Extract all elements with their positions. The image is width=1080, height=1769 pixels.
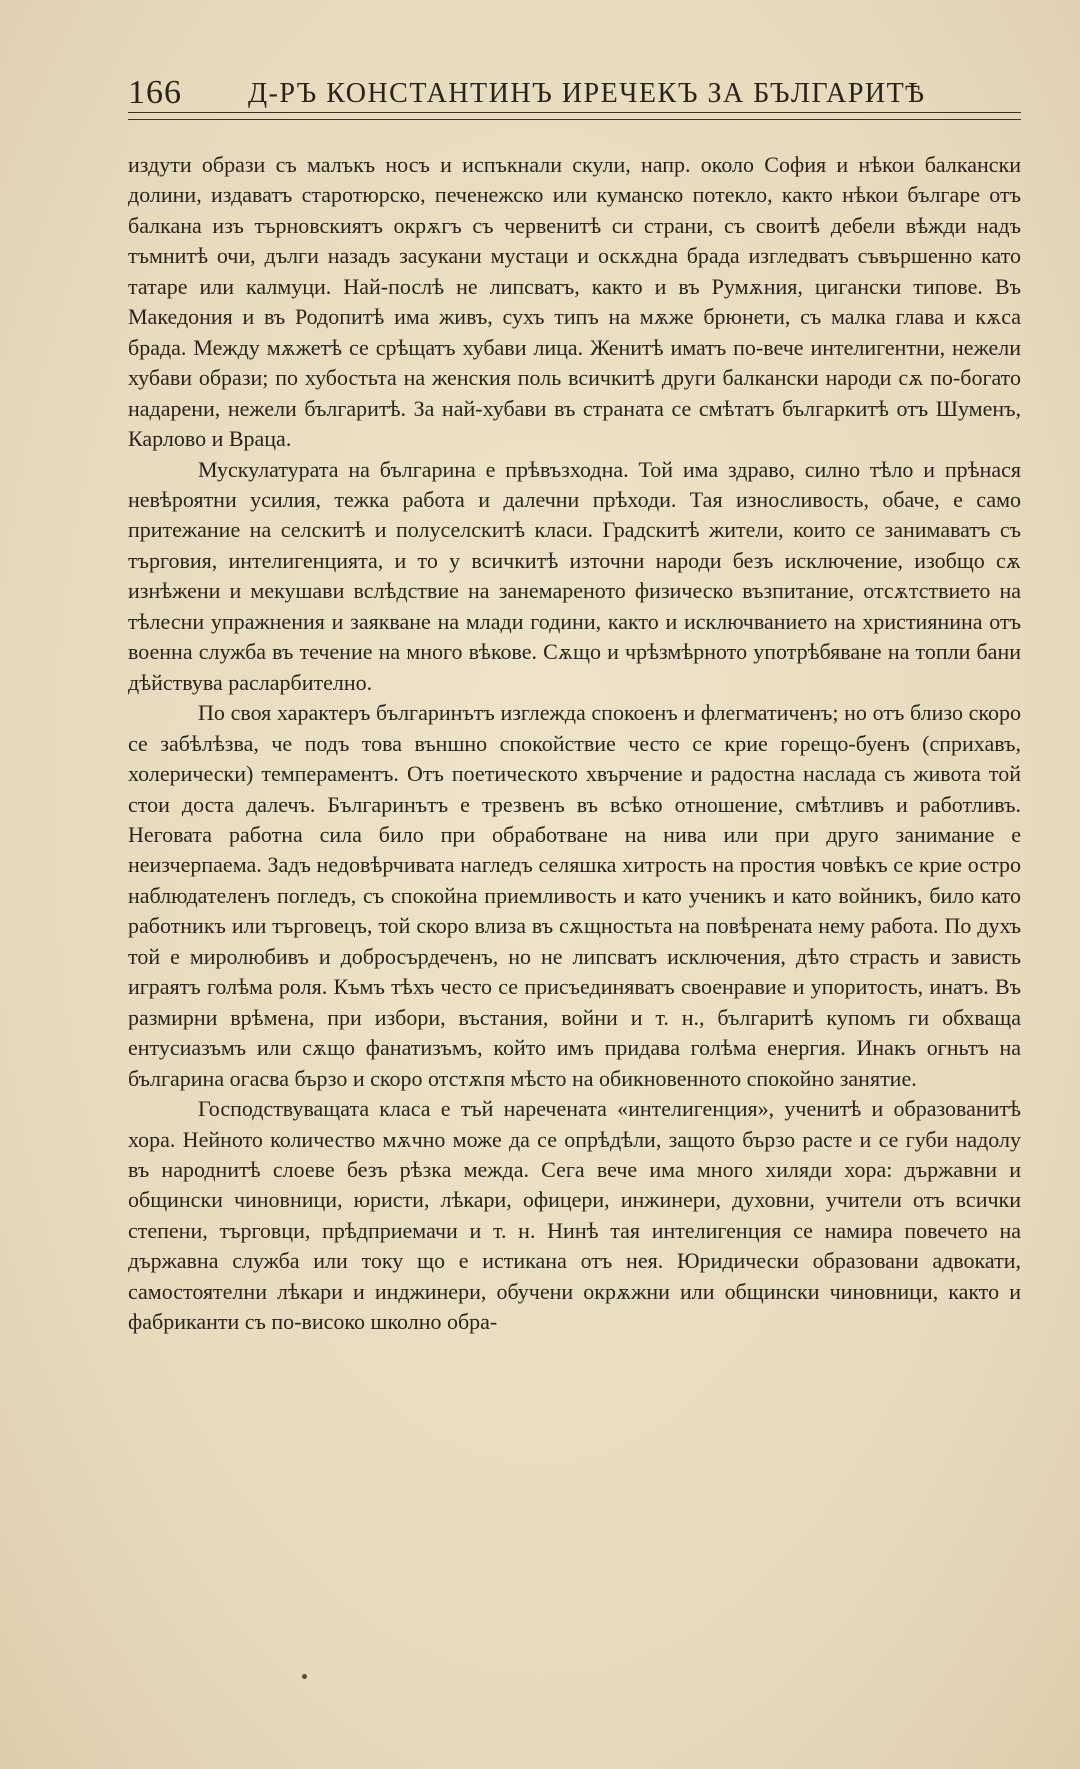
page-number: 166 xyxy=(128,74,182,111)
paragraph: издути образи съ малъкъ носъ и испъкнали скули, напр. около София и нѣкои балкански долини, издаватъ старотюрско, печенежско или куманско потекло, както нѣкои българе отъ балкана изъ търновскиятъ окрѫгъ съ червенитѣ си страни, съ своитѣ дебели вѣжди надъ тъмнитѣ очи, дълги назадъ засукани мустаци и оскѫдна брада изгледватъ съвършенно като татаре или калмуци. Най-послѣ не липсватъ, както и въ Румѫния, цигански типове. Въ Македония и въ Родопитѣ има живъ, сухъ типъ на мѫже брюнети, съ малка глава и кѫса брада. Между мѫжетѣ се срѣщатъ хубави лица. Женитѣ иматъ по-вече интелигентни, нежели хубави образи; по хубостьта на женския поль всичкитѣ други балкански народи сѫ по-богато надарени, нежели българитѣ. За най-хубави въ страната се смѣтатъ българкитѣ отъ Шуменъ, Карлово и Враца. xyxy=(128,152,1021,452)
header-rule-top xyxy=(128,112,1021,113)
header-rule-bottom xyxy=(128,119,1021,120)
paragraph: По своя характеръ българинътъ изглежда спокоенъ и флегматиченъ; но отъ близо скоро се забѣлѣзва, че подъ това външно спокойствие често се крие горещо-буенъ (сприхавъ, холерически) темпераментъ. Отъ поетическото хвърчение и радостна наслада съ живота той стои доста далечъ. Българинътъ е трезвенъ въ всѣко отношение, смѣтливъ и работливъ. Неговата работна сила било при обработване на нива или при друго занимание е неизчерпаема. Задъ недовѣрчивата нагледъ селяшка хитрость на простия човѣкъ се крие остро наблюдателенъ погледъ, съ спокойна приемливость и като ученикъ и като войникъ, било като работникъ или търговецъ, той скоро влиза въ сѫщностьта на повѣрената нему работа. По духъ той е миролюбивъ и добросърдеченъ, но не липсватъ исключения, дѣто страсть и зависть играятъ голѣма роля. Къмъ тѣхъ често се присъединяватъ своенравие и упоритость, инатъ. Въ размирни врѣмена, при избори, въстания, войни и т. н., българитѣ купомъ ги обхваща ентусиазъмъ или сѫщо фанатизъмъ, който имъ придава голѣма енергия. Инакъ огньтъ на българина огасва бързо и скоро отстѫпя мѣсто на обикновенното спокойно занятие. xyxy=(128,700,1021,1091)
paragraph: Мускулатурата на българина е прѣвъзходна. Той има здраво, силно тѣло и прѣнася невѣроятни усилия, тежка работа и далечни прѣходи. Тая износливость, обаче, е само притежание на селскитѣ и полуселскитѣ класи. Градскитѣ жители, които се занимаватъ съ търговия, интелигенцията, и то у всичкитѣ източни народи безъ исключение, изобщо сѫ изнѣжени и мекушави вслѣдствие на занемареното физическо възпитание, отсѫтствието на тѣлесни упражнения и заякване на млади години, както и исключванието на християнина отъ военна служба въ течение на много вѣкове. Сѫщо и чрѣзмѣрното употрѣбяване на топли бани дѣйствува расларбително. xyxy=(128,456,1021,695)
paragraph: Господствуващата класа е тъй наречената «интелигенция», ученитѣ и образованитѣ хора. Нейното количество мѫчно може да се опрѣдѣли, защото бързо расте и се губи надолу въ народнитѣ слоеве безъ рѣзка межда. Сега вече има много хиляди хора: държавни и общински чиновници, юристи, лѣкари, офицери, инжинери, духовни, учители отъ всички степени, търговци, прѣдприемачи и т. н. Нинѣ тая интелигенция се намира повечето на държавна служба или току що е истикана отъ нея. Юридически образовани адвокати, самостоятелни лѣкари и инджинери, обучени окрѫжни или общински чиновници, както и фабриканти съ по-високо школно обра- xyxy=(128,1096,1021,1335)
ink-speck xyxy=(302,1674,307,1679)
body-text xyxy=(128,150,1021,1338)
page-header xyxy=(128,66,1021,114)
running-title: Д-РЪ КОНСТАНТИНЪ ИРЕЧЕКЪ ЗА БЪЛГАРИТѢ xyxy=(248,78,926,109)
